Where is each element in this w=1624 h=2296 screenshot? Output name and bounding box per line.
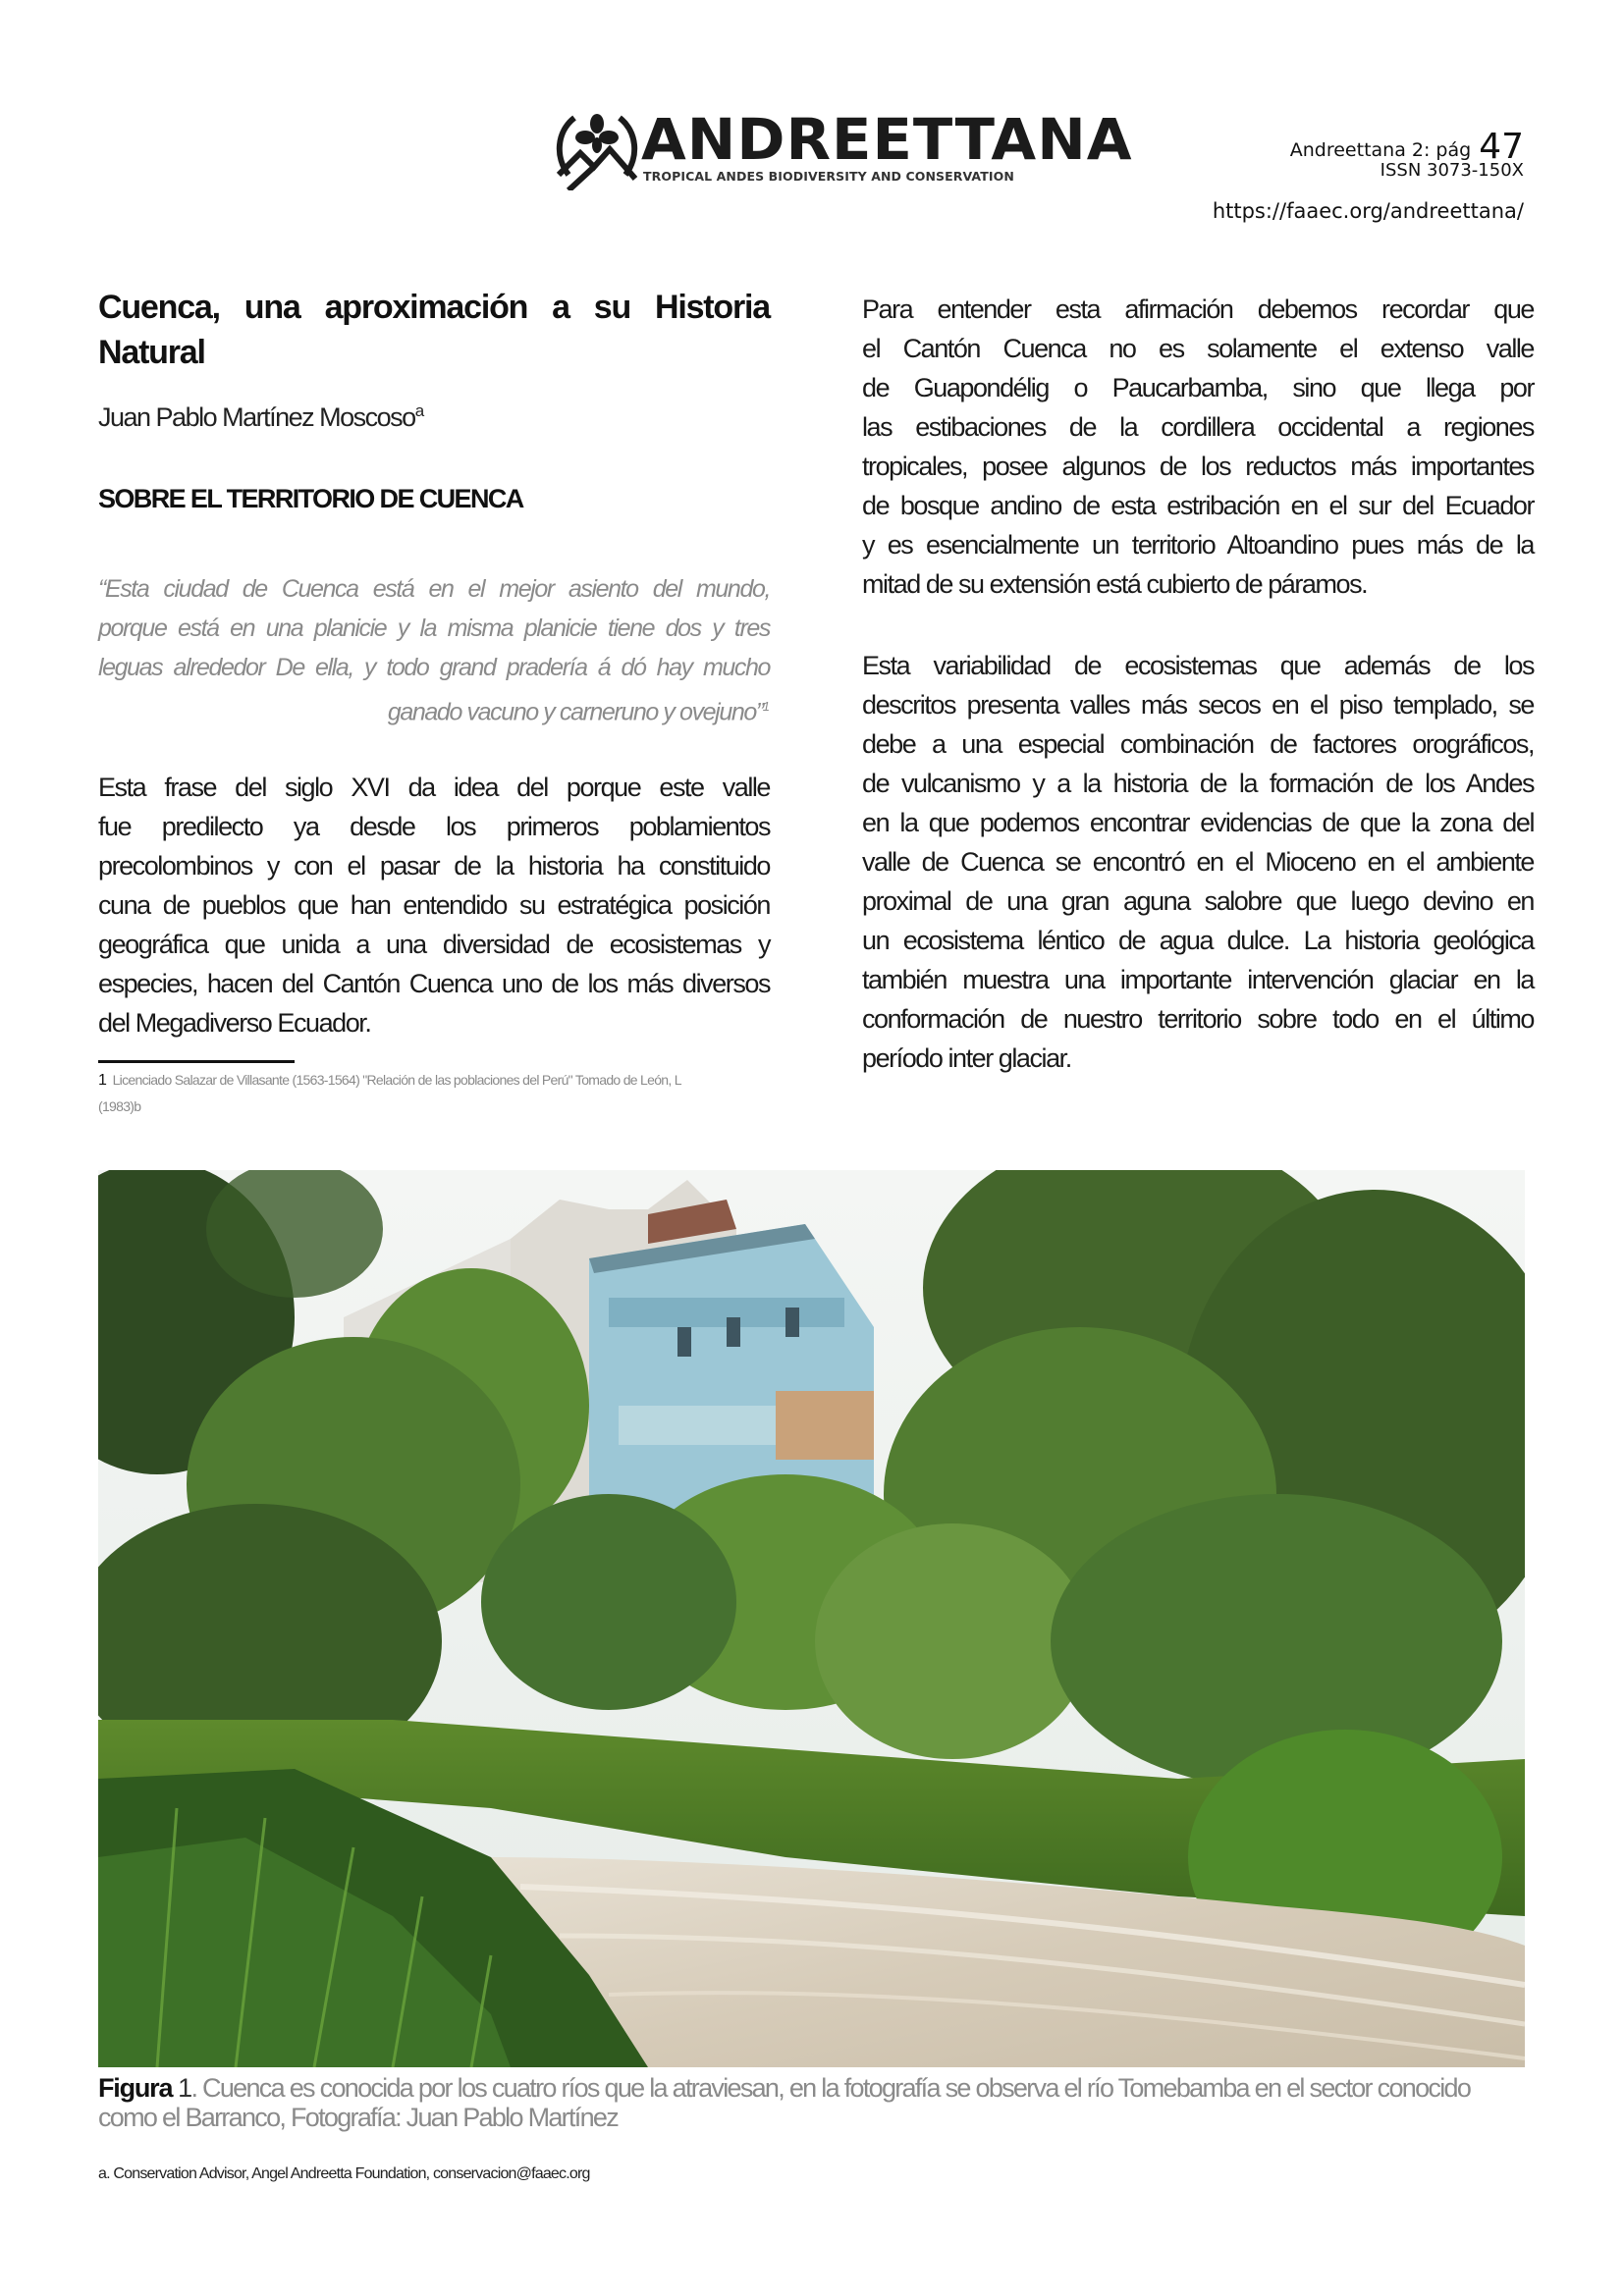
footnote-line: (1983)b — [98, 1098, 141, 1115]
footnote-ref[interactable]: 1 — [762, 699, 770, 714]
paragraph-line: de vulcanismo y a la historia de la formación de los Andes — [862, 769, 1534, 798]
paragraph-line: en la que podemos encontrar evidencias de que la zona del — [862, 808, 1534, 837]
paragraph-line: especies, hacen del Cantón Cuenca uno de los más diversos — [98, 969, 770, 999]
title-line: Cuenca, una aproximación a su Historia — [98, 289, 770, 326]
footnote — [98, 1067, 770, 1120]
paragraph-line: las estibaciones de la cordillera occidental a regiones — [862, 412, 1534, 442]
paragraph-line: período inter glaciar. — [862, 1043, 1071, 1073]
affiliation-mark: a — [414, 401, 425, 420]
photo-illustration — [98, 1170, 1525, 2067]
paragraph — [862, 646, 1534, 1078]
figure-number: 1 — [178, 2073, 191, 2103]
paragraph-line: geográfica que unida a una diversidad de ecosistemas y — [98, 930, 770, 960]
page-number: 47 — [1479, 127, 1524, 167]
paragraph-line: de bosque andino de esta estribación en el sur del Ecuador — [862, 491, 1534, 520]
paragraph-line: también muestra una importante intervención glaciar en la — [862, 965, 1534, 994]
issue-info — [1212, 127, 1524, 223]
paragraph-line: conformación de nuestro territorio sobre todo en el último — [862, 1004, 1534, 1034]
caption-line: como el Barranco, Fotografía: Juan Pablo Martínez — [98, 2103, 619, 2132]
figure-caption — [98, 2073, 1532, 2132]
figure-label: Figura — [98, 2073, 173, 2103]
caption-text: . Cuenca es conocida por los cuatro ríos que la atraviesan, en la fotografía se observa el río Tomebamba en el sector conocido — [190, 2073, 1471, 2103]
paragraph-line: cuna de pueblos que han entendido su estratégica posición — [98, 890, 770, 921]
paragraph-line: Para entender esta afirmación debemos recordar que — [862, 294, 1534, 324]
footnote-line — [98, 1067, 770, 1094]
footnote-divider — [98, 1060, 295, 1063]
paragraph-line: mitad de su extensión está cubierto de páramos. — [862, 569, 1368, 599]
footnote-number: 1 — [98, 1072, 107, 1090]
paragraph-line: proximal de una gran aguna salobre que luego devino en — [862, 886, 1534, 916]
section-heading: SOBRE EL TERRITORIO DE CUENCA — [98, 484, 523, 513]
author-line — [98, 395, 770, 434]
paragraph-line: debe a una especial combinación de factores orográficos, — [862, 729, 1534, 759]
journal-url[interactable]: https://faaec.org/andreettana/ — [1212, 199, 1524, 223]
article-title — [98, 285, 770, 375]
paragraph-line: fue predilecto ya desde los primeros poblamientos — [98, 812, 770, 842]
paragraph-line: descritos presenta valles más secos en el piso templado, se — [862, 690, 1534, 720]
paragraph-line: del Megadiverso Ecuador. — [98, 1008, 371, 1039]
footnote-text: Licenciado Salazar de Villasante (1563-1564) "Relación de las poblaciones del Perú" Tomado de León, L — [112, 1072, 681, 1089]
paragraph-line: y es esencialmente un territorio Altoandino pues más de la — [862, 530, 1534, 560]
author-name: Juan Pablo Martínez Moscoso — [98, 402, 415, 432]
quote-text: ganado vacuno y carneruno y ovejuno” — [387, 698, 763, 726]
orchid-mountain-icon — [555, 110, 639, 190]
paragraph-line: el Cantón Cuenca no es solamente el extenso valle — [862, 334, 1534, 363]
quote-line: leguas alrededor De ella, y todo grand pradería á dó hay mucho — [98, 654, 770, 681]
paragraph-line: Esta frase del siglo XVI da idea del porque este valle — [98, 773, 770, 803]
right-column — [862, 290, 1534, 1078]
author-affiliation: a. Conservation Advisor, Angel Andreetta Foundation, conservacion@faaec.org — [98, 2165, 590, 2182]
paragraph-line: valle de Cuenca se encontró en el Mioceno en el ambiente — [862, 847, 1534, 877]
logo-tagline: TROPICAL ANDES BIODIVERSITY AND CONSERVATION — [643, 169, 1014, 184]
paragraph-line: de Guapondélig o Paucarbamba, sino que llega por — [862, 373, 1534, 402]
issue-label: Andreettana 2: pág — [1289, 139, 1472, 161]
paragraph-line: precolombinos y con el pasar de la historia ha constituido — [98, 851, 770, 881]
paragraph — [862, 290, 1534, 604]
figure-photo-tomebamba-river — [98, 1170, 1525, 2067]
left-column — [98, 285, 770, 1120]
paragraph-line: un ecosistema léntico de agua dulce. La historia geológica — [862, 926, 1534, 955]
quote-line — [98, 687, 770, 731]
logo-wordmark: ANDREETTANA — [641, 106, 1133, 173]
paragraph-line: Esta variabilidad de ecosistemas que además de los — [862, 651, 1534, 680]
quote-line: porque está en una planicie y la misma planicie tiene dos y tres — [98, 614, 770, 642]
journal-logo — [555, 106, 1133, 190]
epigraph-quote — [98, 569, 770, 731]
caption-line — [98, 2073, 1532, 2103]
issn: ISSN 3073-150X — [1380, 160, 1524, 181]
paragraph-line: tropicales, posee algunos de los reductos más importantes — [862, 452, 1534, 481]
title-line: Natural — [98, 334, 205, 371]
quote-line: “Esta ciudad de Cuenca está en el mejor asiento del mundo, — [98, 575, 770, 603]
paragraph — [98, 768, 770, 1042]
